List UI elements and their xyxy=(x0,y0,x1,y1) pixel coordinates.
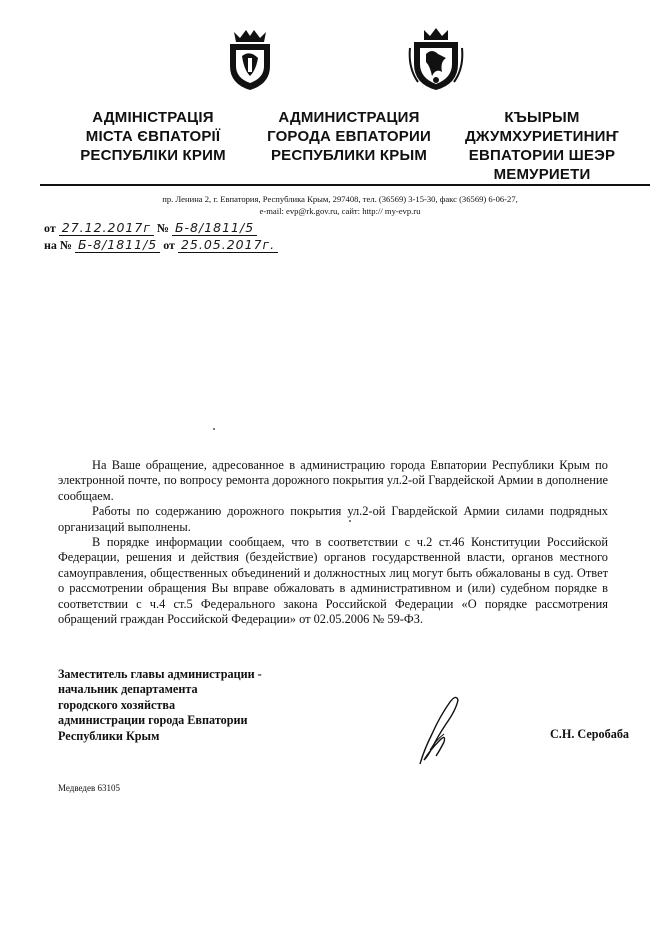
header-divider xyxy=(40,184,650,186)
header-russian-line: АДМИНИСТРАЦИЯ xyxy=(278,109,420,126)
header-russian-line: РЕСПУБЛИКИ КРЫМ xyxy=(270,147,428,164)
header-crimean-tatar-line: МЕМУРИЕТИ xyxy=(493,166,591,183)
signatory-title-line: городского хозяйства xyxy=(58,697,176,712)
incoming-date: 25.05.2017г. xyxy=(178,237,278,253)
number-label: № xyxy=(156,221,169,235)
header-crimean-tatar xyxy=(446,108,638,184)
incoming-number: Б-8/1811/5 xyxy=(75,237,160,253)
header-ukrainian xyxy=(58,108,248,165)
outgoing-date: 27.12.2017г xyxy=(59,220,154,236)
scan-speck xyxy=(213,428,215,430)
reply-number-label: на № xyxy=(44,238,72,252)
header-ukrainian-line: РЕСПУБЛІКИ КРИМ xyxy=(80,147,226,164)
contacts-line: e-mail: evp@rk.gov.ru, сайт: http:// my-evp.ru xyxy=(259,206,421,216)
handwritten-signature xyxy=(410,690,470,770)
crimea-coat-of-arms-icon xyxy=(408,28,464,92)
header-crimean-tatar-line: ЕВПАТОРИИ ШЕЭР xyxy=(468,147,616,164)
header-crimean-tatar-line: ДЖУМХУРИЕТИНИҤ xyxy=(464,128,620,145)
header-ukrainian-line: АДМІНІСТРАЦІЯ xyxy=(92,109,214,126)
from-label: от xyxy=(44,221,56,235)
signatory-title xyxy=(58,667,262,744)
header-crimean-tatar-line: КЪЫРЫМ xyxy=(504,109,580,126)
body-paragraph: Работы по содержанию дорожного покрытия ул.2-ой Гвардейской Армии силами подрядных организаций выполнены. xyxy=(58,504,608,534)
signatory-title-line: начальник департамента xyxy=(58,682,198,697)
executor-note: Медведев 63105 xyxy=(58,783,120,793)
letter-body xyxy=(58,458,608,627)
header-ukrainian-line: МІСТА ЄВПАТОРІЇ xyxy=(85,128,221,145)
city-coat-of-arms-icon xyxy=(222,28,278,92)
address-line: пр. Ленина 2, г. Евпатория, Республика Крым, 297408, тел. (36569) 3-15-30, факс (36569) 6-06-27, xyxy=(162,194,518,204)
body-paragraph: На Ваше обращение, адресованное в администрацию города Евпатории Республики Крым по электронной почте, по вопросу ремонта дорожного покрытия ул.2-ой Гвардейской Армии в дополнение сообщаем. xyxy=(58,458,608,503)
header-russian xyxy=(254,108,444,165)
reply-from-label: от xyxy=(163,238,175,252)
scan-speck xyxy=(349,520,351,522)
outgoing-number: Б-8/1811/5 xyxy=(172,220,257,236)
signatory-name: С.Н. Серобаба xyxy=(550,727,630,741)
header-russian-line: ГОРОДА ЕВПАТОРИИ xyxy=(267,128,431,145)
signatory-title-line: администрации города Евпатории xyxy=(58,713,248,728)
outgoing-reference xyxy=(44,220,257,236)
signatory-title-line: Заместитель главы администрации - xyxy=(58,667,262,681)
signatory-title-line: Республики Крым xyxy=(58,728,160,743)
body-paragraph: В порядке информации сообщаем, что в соответствии с ч.2 ст.46 Конституции Российской Федерации, решения и действия (бездействие) органов государственной власти, органов местного самоуправления, общественных объединений и должностных лиц могут быть обжалованы в суд. Ответ о рассмотрении обращения Вы вправе обжаловать в административном и (или) судебном порядке в соответствии с ч.4 ст.5 Федерального закона Российской Федерации «О порядке рассмотрения обращений граждан Российской Федерации» от 02.05.2006 № 59-ФЗ. xyxy=(58,535,608,627)
incoming-reference xyxy=(44,237,278,253)
